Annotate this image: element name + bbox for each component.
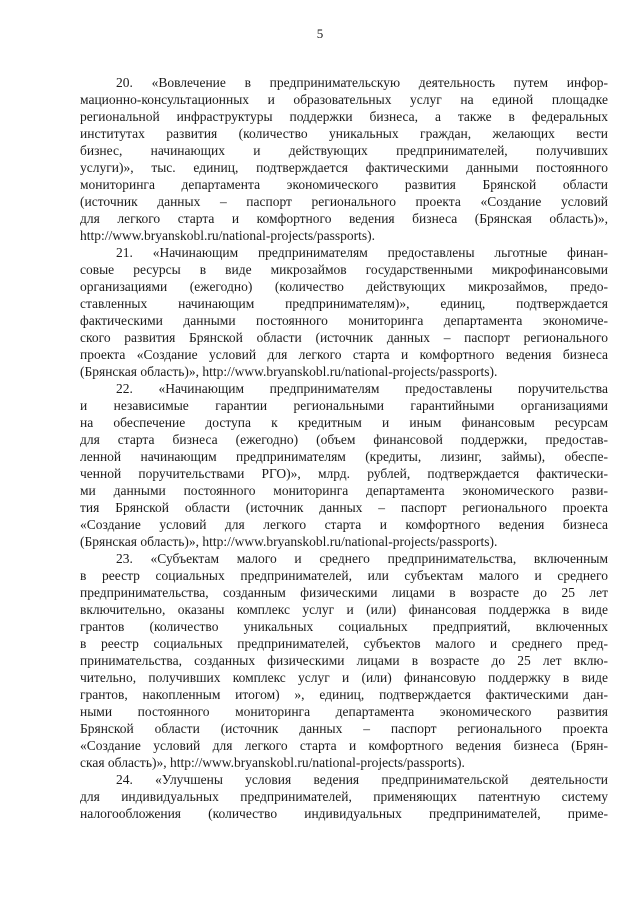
text-line: 21. «Начинающим предпринимателям предоставлены льготные финан- xyxy=(116,245,608,260)
text-line: налогообложения (количество индивидуальных предпринимателей, приме- xyxy=(80,806,608,821)
text-line: «Создание условий для легкого старта и комфортного ведения бизнеса (Брян- xyxy=(80,738,608,753)
text-line: предпринимательства, созданным физическими лицами в возрасте до 25 лет xyxy=(80,585,608,600)
text-line: и независимые гарантии региональными гарантийными организациями xyxy=(80,398,608,413)
text-line: 22. «Начинающим предпринимателям предоставлены поручительства xyxy=(116,381,608,396)
text-line: чительно, получивших комплекс услуг и (или) финансовую поддержку в виде xyxy=(80,670,608,685)
page-number: 5 xyxy=(316,26,324,41)
text-line: ставленных начинающим предпринимателям)», единиц, подтверждается xyxy=(80,296,608,311)
paragraph-item-21 xyxy=(80,244,608,380)
text-line: Брянской области (источник данных – паспорт регионального проекта xyxy=(80,721,608,736)
text-line: (источник данных – паспорт регионального проекта «Создание условий xyxy=(80,194,608,209)
text-line: 23. «Субъектам малого и среднего предпринимательства, включенным xyxy=(116,551,608,566)
text-line: для старта бизнеса (ежегодно) (объем финансовой поддержки, предостав- xyxy=(80,432,608,447)
text-line: тия Брянской области (источник данных – паспорт регионального проекта xyxy=(80,500,608,515)
text-line: (Брянская область)», http://www.bryanskobl.ru/national-projects/passports). xyxy=(80,534,498,549)
text-line: мониторинга департамента экономического развития Брянской области xyxy=(80,177,608,192)
text-line: для легкого старта и комфортного ведения бизнеса (Брянская область)», xyxy=(80,211,608,226)
text-line: в реестр социальных предпринимателей, субъектов малого и среднего пред- xyxy=(80,636,608,651)
text-line: включительно, оказаны комплекс услуг и (или) финансовая поддержка в виде xyxy=(80,602,608,617)
text-line: мационно-консультационных и образовательных услуг на единой площадке xyxy=(80,92,608,107)
text-line: институтах развития (количество уникальных граждан, желающих вести xyxy=(80,126,608,141)
text-line: ченной поручительствами РГО)», млрд. рублей, подтверждается фактически- xyxy=(80,466,608,481)
text-line: ского развития Брянской области (источник данных – паспорт регионального xyxy=(80,330,608,345)
text-line: региональной инфраструктуры поддержки бизнеса, а также в федеральных xyxy=(80,109,608,124)
text-line: в реестр социальных предпринимателей, или субъектам малого и среднего xyxy=(80,568,608,583)
text-line: (Брянская область)», http://www.bryanskobl.ru/national-projects/passports). xyxy=(80,364,498,379)
text-line: ми данными постоянного мониторинга департамента экономического разви- xyxy=(80,483,608,498)
paragraph-item-24 xyxy=(80,771,608,822)
text-line: принимательства, созданных физическими лицами в возрасте до 25 лет вклю- xyxy=(80,653,608,668)
text-line: фактическими данными постоянного мониторинга департамента экономиче- xyxy=(80,313,608,328)
text-line: грантов, накопленным итогом) », единиц, подтверждается фактическими дан- xyxy=(80,687,608,702)
text-line: ленной начинающим предпринимателям (кредиты, лизинг, займы), обеспе- xyxy=(80,449,608,464)
text-line: 24. «Улучшены условия ведения предпринимательской деятельности xyxy=(116,772,608,787)
text-line: грантов (количество уникальных социальных предприятий, включенных xyxy=(80,619,608,634)
text-line: ская область)», http://www.bryanskobl.ru/national-projects/passports). xyxy=(80,755,465,770)
paragraph-item-22 xyxy=(80,380,608,550)
text-line: http://www.bryanskobl.ru/national-projects/passports). xyxy=(80,228,375,243)
text-line: «Создание условий для легкого старта и комфортного ведения бизнеса xyxy=(80,517,608,532)
text-line: совые ресурсы в виде микрозаймов государственными микрофинансовыми xyxy=(80,262,608,277)
text-line: организациями (ежегодно) (количество действующих микрозаймов, предо- xyxy=(80,279,608,294)
text-line: проекта «Создание условий для легкого старта и комфортного ведения бизнеса xyxy=(80,347,608,362)
document-body xyxy=(80,74,608,822)
text-line: ными постоянного мониторинга департамента экономического развития xyxy=(80,704,608,719)
text-line: для индивидуальных предпринимателей, применяющих патентную систему xyxy=(80,789,608,804)
text-line: 20. «Вовлечение в предпринимательскую деятельность путем инфор- xyxy=(116,75,608,90)
text-line: на обеспечение доступа к кредитным и иным финансовым ресурсам xyxy=(80,415,608,430)
paragraph-item-20 xyxy=(80,74,608,244)
paragraph-item-23 xyxy=(80,550,608,771)
text-line: услуги)», тыс. единиц, подтверждается фактическими данными постоянного xyxy=(80,160,608,175)
text-line: бизнес, начинающих и действующих предпринимателей, получивших xyxy=(80,143,608,158)
